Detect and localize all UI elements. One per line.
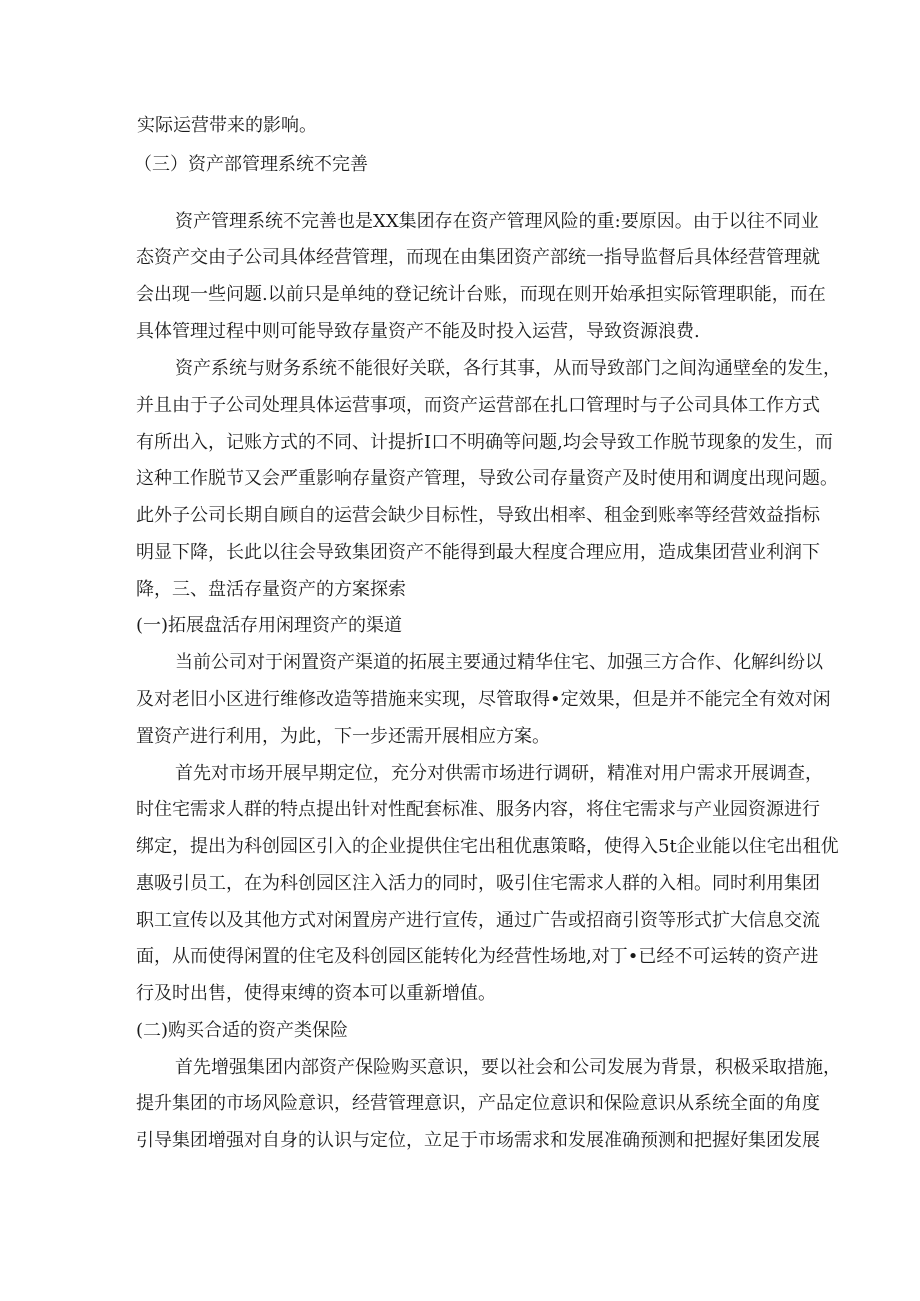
text-line: 职工宣传以及其他方式对闲置房产进行宣传，通过广告或招商引资等形式扩大信息交流 — [136, 910, 820, 931]
text-line: 提升集团的市场风险意识，经营管理意识，产品定位意识和保险意识从系统全面的角度 — [136, 1093, 820, 1114]
text-line: 此外子公司长期自顾自的运营会缺少目标性，导致出相率、租金到账率等经营效益指标 — [136, 505, 820, 526]
text-line: 并且由于子公司处理具体运营事项，而资产运营部在扎口管理时与子公司具体工作方式 — [136, 395, 820, 416]
text-line: 有所出入，记账方式的不同、计提折I口不明确等问题,均会导致工作脱节现象的发生，而 — [136, 432, 833, 453]
text-line: 资产管理系统不完善也是XX集团存在资产管理风险的重:要原因。由于以往不同业 — [175, 211, 819, 232]
text-line: 具体管理过程中则可能导致存量资产不能及时投入运营，导致资源浪费. — [136, 321, 700, 342]
text-line: 明显下降，长此以往会导致集团资产不能得到最大程度合理应用，造成集团营业利润下 — [136, 542, 820, 563]
text-line: 首先增强集团内部资产保险购买意识，要以社会和公司发展为背景，积极采取措施， — [175, 1057, 841, 1078]
section-heading: (一)拓展盘活存用闲理资产的渠道 — [136, 615, 403, 636]
text-line: 绑定，提出为科创园区引入的企业提供住宅出租优惠策略，使得入5t企业能以住宅出租优 — [136, 836, 839, 857]
section-heading: (二)购买合适的资产类保险 — [136, 1020, 349, 1041]
text-line: 及对老旧小区进行维修改造等措施来实现，尽管取得•定效果，但是并不能完全有效对闲 — [136, 689, 831, 710]
section-heading: （三）资产部管理系统不完善 — [134, 154, 368, 175]
text-line: 行及时出售，使得束缚的资本可以重新增值。 — [136, 983, 496, 1004]
text-line: 态资产交由子公司具体经营管理，而现在由集团资产部统一指导监督后具体经营管理就 — [136, 247, 820, 268]
text-line: 当前公司对于闲置资产渠道的拓展主要通过精华住宅、加强三方合作、化解纠纷以 — [175, 652, 823, 673]
text-line: 会出现一些问题.以前只是单纯的登记统计台账，而现在则开始承担实际管理职能，而在 — [136, 284, 826, 305]
text-line: 降，三、盘活存量资产的方案探索 — [136, 579, 406, 600]
text-line: 引导集团增强对自身的认识与定位，立足于市场需求和发展准确预测和把握好集团发展 — [136, 1130, 820, 1151]
text-line: 面，从而使得闲置的住宅及科创园区能转化为经营性场地,对丁•已经不可运转的资产进 — [136, 946, 819, 967]
text-line: 实际运营带来的影响。 — [137, 115, 317, 136]
text-line: 置资产进行利用，为此，下一步还需开展相应方案。 — [136, 726, 550, 747]
text-line: 时住宅需求人群的特点提出针对性配套标准、服务内容，将住宅需求与产业园资源进行 — [136, 799, 820, 820]
text-line: 首先对市场开展早期定位，充分对供需市场进行调研，精准对用户需求开展调查， — [175, 763, 823, 784]
text-line: 惠吸引员工，在为科创园区注入活力的同时，吸引住宅需求人群的入相。同时利用集团 — [136, 873, 820, 894]
text-line: 资产系统与财务系统不能很好关联，各行其事，从而导致部门之间沟通壁垒的发生， — [175, 358, 841, 379]
text-line: 这种工作脱节又会严重影响存量资产管理，导致公司存量资产及时使用和调度出现问题。 — [136, 468, 838, 489]
